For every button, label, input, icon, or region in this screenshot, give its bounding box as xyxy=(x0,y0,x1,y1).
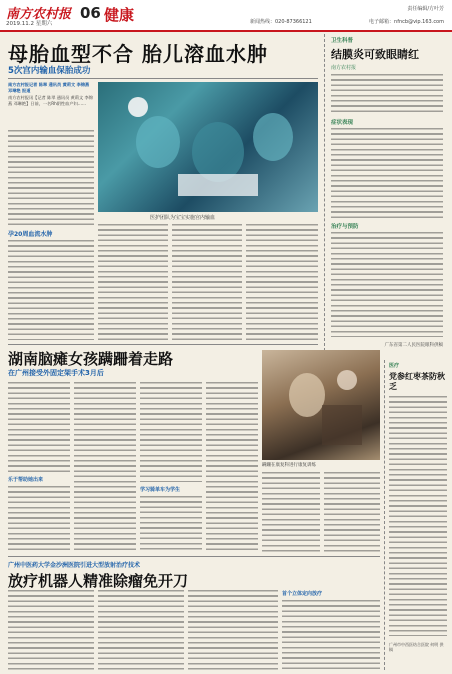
robot-body-column-3 xyxy=(188,590,278,670)
robot-kicker: 广州中医药大学金沙洲医院引进大型放射治疗技术 xyxy=(8,562,141,569)
lead-body-column-1b xyxy=(8,240,94,340)
sidebar-bottom-body xyxy=(389,396,447,636)
lead-subsection-heading: 孕20周血流水肿 xyxy=(8,231,53,238)
editor-credit: 责任编辑/方叶芳 xyxy=(407,6,444,12)
lead-headline: 母胎血型不合 胎儿溶血水肿 xyxy=(8,42,268,66)
sidebar-bottom-headline: 党参红枣茶防秋乏 xyxy=(389,372,445,391)
cp-body-column-6 xyxy=(324,472,380,552)
lead-subhead: 5次宫内输血保胎成功 xyxy=(8,66,91,76)
hotline: 新闻热线：020-87366121 xyxy=(250,19,312,25)
issue-date: 2019.11.2 星期六 xyxy=(6,21,53,27)
cp-subsection-heading-1: 乐于帮助她出来 xyxy=(8,477,44,483)
cp-body-column-1b xyxy=(8,486,70,552)
cp-body-column-3b xyxy=(140,496,202,552)
cp-body-column-1 xyxy=(8,382,70,472)
sidebar-top xyxy=(324,34,447,356)
cp-body-column-5 xyxy=(262,472,320,552)
lead-body-column-1 xyxy=(8,130,94,225)
cp-subsection-heading-2: 学习骑单车为学生 xyxy=(140,487,181,493)
cp-photo xyxy=(262,350,380,460)
lead-paragraph: 南方农村报讯【记者 陈翠 通讯员 黄莉文 李锦燕 邓琳艳】日前，一名Rh阴性血产妇…… xyxy=(8,95,93,106)
robot-subsection-heading: 首个立体定向放疗 xyxy=(282,591,323,597)
robot-body-column-2 xyxy=(98,590,184,670)
lead-body-column-2 xyxy=(98,224,168,340)
section-divider-1 xyxy=(8,344,318,345)
cp-body-column-4 xyxy=(206,382,258,552)
masthead xyxy=(0,0,452,32)
sidebar-top-headline: 结膜炎可致眼睛红 xyxy=(331,48,419,61)
cp-body-column-2 xyxy=(74,382,136,552)
lead-body-column-4 xyxy=(246,224,318,340)
section-divider-2 xyxy=(8,556,380,557)
sidebar-top-subhead-1: 症状表现 xyxy=(331,120,354,126)
robot-body-column-4 xyxy=(282,600,380,670)
sidebar-top-intro xyxy=(331,74,443,114)
sidebar-top-body-2 xyxy=(331,232,443,337)
sidebar-top-subhead-2: 治疗与预防 xyxy=(331,224,359,230)
sidebar-top-author: 南方农村报 xyxy=(331,65,357,71)
page-number: 06 xyxy=(80,4,101,22)
sidebar-top-note: 广东省第二人民医院眼科供稿 xyxy=(384,343,443,348)
sidebar-top-label: 卫生科普 xyxy=(331,38,354,44)
cp-body-column-3 xyxy=(140,382,202,482)
sidebar-bottom-label: 医疗 xyxy=(389,363,400,369)
email: 电子邮箱：nfncb@vip.163.com xyxy=(369,19,444,25)
lead-divider xyxy=(8,78,318,79)
lead-photo xyxy=(98,82,318,212)
cp-subhead: 在广州接受外固定架手术3月后 xyxy=(8,369,104,377)
cp-headline: 湖南脑瘫女孩蹒跚着走路 xyxy=(8,350,174,368)
surgery-scene-illustration xyxy=(98,82,318,212)
cp-photo-caption: 蹒跚在康复科进行康复训练 xyxy=(262,463,316,468)
robot-body-column-1 xyxy=(8,590,94,670)
robot-headline: 放疗机器人精准除瘤免开刀 xyxy=(8,572,189,590)
sidebar-top-body-1 xyxy=(331,128,443,218)
lead-photo-caption: 医护团队为宝宝实施宫内输血 xyxy=(150,215,216,221)
lead-body-column-3 xyxy=(172,224,242,340)
sidebar-bottom-footer: 广州市中西医结合医院 何明 供稿 xyxy=(389,642,444,652)
lead-byline: 南方农村报记者 陈翠 通讯员 黄莉文 李锦燕 邓琳艳 报道 xyxy=(8,82,90,93)
rehab-scene-illustration xyxy=(262,350,380,460)
section-title: 健康 xyxy=(104,6,135,24)
newspaper-logo: 南方农村报 xyxy=(6,7,72,22)
sidebar-bottom xyxy=(384,360,449,670)
